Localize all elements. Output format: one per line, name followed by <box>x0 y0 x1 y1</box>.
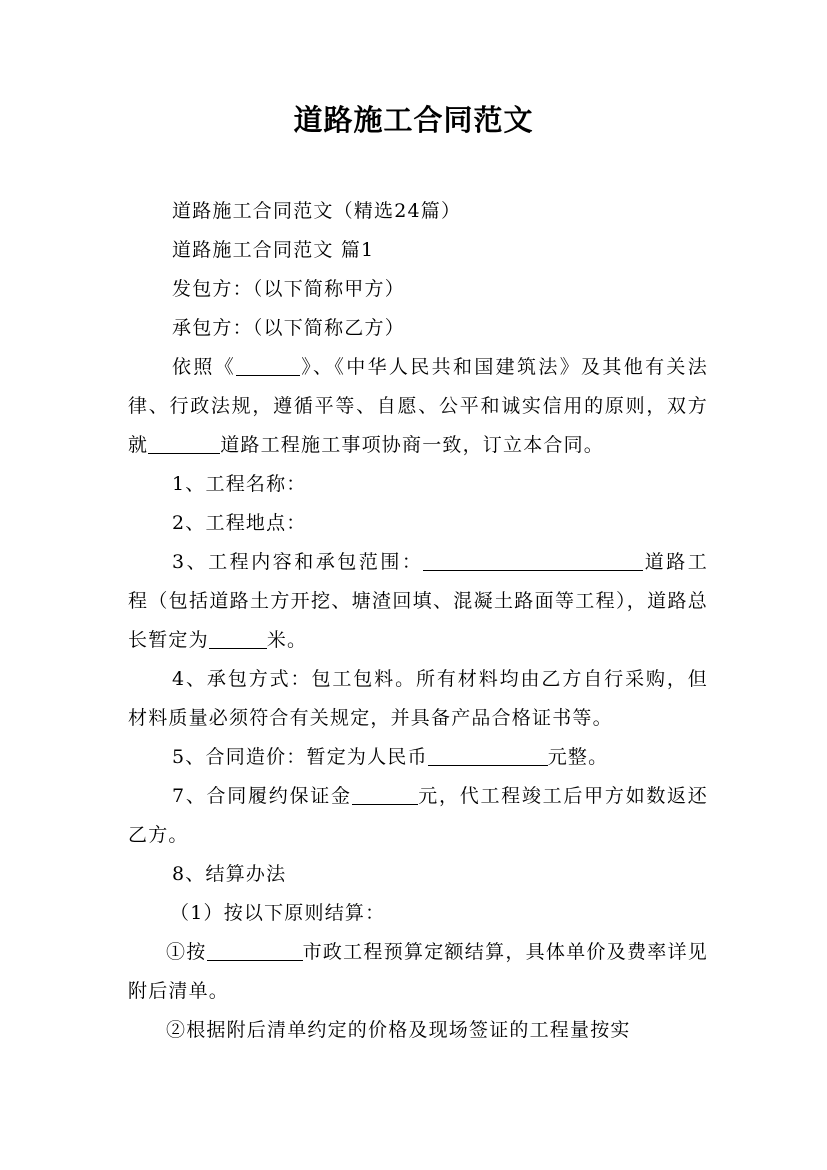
settlement-sub-2: ②根据附后清单约定的价格及现场签证的工程量按实 <box>166 1019 631 1041</box>
blank-field <box>148 432 220 454</box>
blank-field <box>423 549 643 571</box>
document-title: 道路施工合同范文 <box>293 103 534 137</box>
document-body <box>128 192 708 1050</box>
settlement-sub-1: ①按 市政工程预算定额结算，具体单价及费率详见附后清单。 <box>128 941 708 1002</box>
clause-contract-method: 4、承包方式：包工包料。所有材料均由乙方自行采购，但材料质量必须符合有关规定，并具备产品合格证书等。 <box>128 668 708 729</box>
blank-field <box>207 939 303 961</box>
settlement-item-1: （1）按以下原则结算： <box>170 902 386 924</box>
clause-performance-bond: 7、合同履约保证金 元，代工程竣工后甲方如数返还乙方。 <box>128 785 708 846</box>
party-b-line: 承包方：（以下简称乙方） <box>172 317 405 339</box>
blank-field <box>352 783 418 805</box>
section-heading: 道路施工合同范文 篇1 <box>172 239 375 261</box>
clause-project-name: 1、工程名称： <box>172 473 307 495</box>
party-a-line: 发包方：（以下简称甲方） <box>172 278 405 300</box>
clause-contract-price: 5、合同造价：暂定为人民币 元整。 <box>172 746 609 768</box>
clause-project-location: 2、工程地点： <box>172 512 307 534</box>
clause-settlement: 8、结算办法 <box>172 863 287 885</box>
clause-scope: 3、工程内容和承包范围： 道路工程（包括道路土方开挖、塘渣回填、混凝土路面等工程），道路总长暂定为 米。 <box>128 551 708 651</box>
subtitle-paragraph: 道路施工合同范文（精选24篇） <box>172 200 462 222</box>
blank-field <box>428 744 548 766</box>
preamble-paragraph: 依照《 》、《中华人民共和国建筑法》及其他有关法律、行政法规，遵循平等、自愿、公平和诚实信用的原则，双方就 道路工程施工事项协商一致，订立本合同。 <box>128 356 708 456</box>
blank-field <box>236 354 300 376</box>
blank-field <box>209 627 267 649</box>
